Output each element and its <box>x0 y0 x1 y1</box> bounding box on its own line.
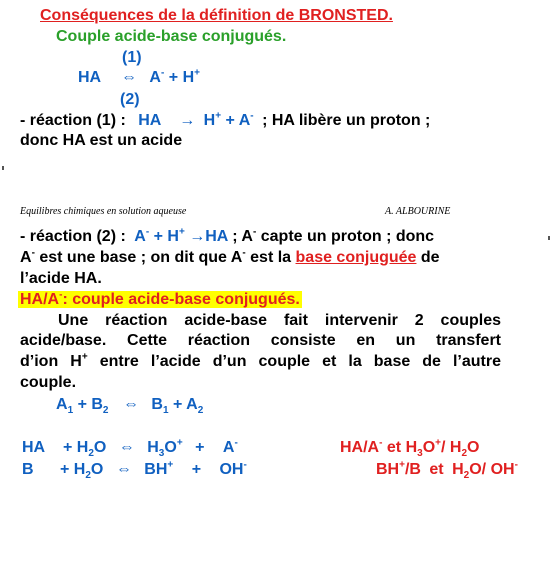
wc2-o-slash: O/ <box>469 461 487 478</box>
water-couples-2 <box>376 460 518 480</box>
base-conjuguee-term: base conjuguée <box>295 249 417 266</box>
reaction-1-line <box>20 111 430 131</box>
weq1-a: A <box>222 439 235 456</box>
reaction-2-tail-a: ; A <box>232 228 253 245</box>
weq1-h3o: H <box>147 439 159 456</box>
couple-charge: - <box>59 289 63 301</box>
couple-rest: : couple acide-base conjugués. <box>62 291 300 308</box>
reaction-2-prefix: - réaction (2) : <box>20 228 126 245</box>
wc2-c1-rest: /B <box>404 461 421 478</box>
wc2-c1: BH <box>376 461 400 478</box>
wc2-h2o-sub: 2 <box>463 470 470 482</box>
eq-product-h: + H <box>168 69 195 86</box>
general-a2: + A <box>172 396 198 413</box>
reaction-2-line2-a: A <box>20 249 32 266</box>
weq2-h2o: + H <box>60 461 86 478</box>
wc1-c1-charge: - <box>379 437 383 449</box>
wc2-oh: OH <box>490 461 515 478</box>
reaction-2-h-charge: + <box>178 226 185 238</box>
paragraph-line-1: Une réaction acide-base fait intervenir 2 couples <box>58 312 501 329</box>
reaction-1-line-2: donc HA est un acide <box>20 132 183 149</box>
couple-highlight <box>18 290 302 310</box>
eq-label-2: (2) <box>120 91 140 108</box>
general-a-sub: 1 <box>67 405 74 417</box>
reaction-2-line2-end: de <box>420 249 440 266</box>
reaction-1-reactant: HA <box>138 112 161 129</box>
wc1-h3-sub: 3 <box>417 448 423 460</box>
reaction-2-line-3: l’acide HA. <box>20 270 102 287</box>
paragraph-line-3-sup: + <box>81 351 88 363</box>
water-equation-2 <box>22 460 247 480</box>
reaction-1-prod1-charge: + <box>215 110 222 122</box>
reaction-1-prefix: - réaction (1) : <box>20 112 126 129</box>
paragraph-line-3-pre: d’ion H <box>20 353 82 370</box>
weq2-bh-charge: + <box>167 459 174 471</box>
eq-product-h-charge: + <box>194 67 200 79</box>
general-a2-sub: 2 <box>197 405 204 417</box>
wc2-oh-charge: - <box>514 459 518 471</box>
weq1-o2-charge: + <box>176 437 183 449</box>
general-equation <box>56 395 203 415</box>
weq2-plus: + <box>191 461 202 478</box>
footer-author: A. ALBOURINE <box>385 206 451 217</box>
weq1-plus: + <box>195 439 205 456</box>
paragraph-line-4: couple. <box>20 374 77 391</box>
couple-ha-a: HA/A <box>20 291 60 308</box>
general-b1: B <box>151 396 163 413</box>
eq-label-1: (1) <box>122 49 142 66</box>
reaction-2-line2-a-charge: - <box>31 247 35 259</box>
paragraph-line-3 <box>20 352 501 372</box>
couple-highlight-text <box>18 291 302 308</box>
weq2-h2o-sub: 2 <box>85 470 91 482</box>
eq-main <box>78 68 200 88</box>
equilibrium-arrow-icon: ⇔ <box>122 396 139 413</box>
wc2-h2o: H <box>452 461 464 478</box>
wc2-et: et <box>429 461 444 478</box>
weq1-h3o-sub: 3 <box>158 448 165 460</box>
water-couples-1 <box>340 438 479 458</box>
wc1-o: O <box>422 439 436 456</box>
weq1-h2o: + H <box>62 439 89 456</box>
general-b1-sub: 1 <box>162 405 169 417</box>
reaction-1-tail: ; HA libère un proton ; <box>262 112 431 129</box>
page-title: Conséquences de la définition de BRONSTED. <box>40 7 393 24</box>
reaction-1-plus: + <box>225 112 235 129</box>
eq-product-a: A <box>149 69 161 86</box>
reaction-2-line2-after: est la <box>250 249 292 266</box>
wc1-c1: HA/A <box>340 439 380 456</box>
weq2-oh: OH <box>219 461 244 478</box>
paragraph-line-2: acide/base. Cette réaction consiste en un transfert <box>20 332 501 349</box>
weq1-left: HA <box>22 439 45 456</box>
footer-course: Equilibres chimiques en solution aqueuse <box>20 206 187 217</box>
weq1-o: O <box>93 439 107 456</box>
margin-mark <box>2 166 4 170</box>
equilibrium-arrow-icon: ⇔ <box>118 439 135 456</box>
weq1-o2: O <box>164 439 177 456</box>
reaction-1-prod2: A <box>238 112 251 129</box>
wc1-h2-sub: 2 <box>461 448 468 460</box>
reaction-2-line2-mid-charge: - <box>242 247 246 259</box>
eq-product-a-charge: - <box>160 67 165 79</box>
weq2-oh-charge: - <box>243 459 247 471</box>
reaction-2-arrow: →HA <box>189 228 228 245</box>
reaction-1-prod1: H <box>203 112 216 129</box>
reaction-2-a-charge: - <box>145 226 150 238</box>
reaction-2-h: + H <box>153 228 179 245</box>
reaction-2-a: A <box>134 228 146 245</box>
arrow-right-icon: → <box>179 112 196 129</box>
wc1-o-charge: + <box>435 437 441 449</box>
wc2-c1-charge: + <box>399 459 405 471</box>
weq1-a-charge: - <box>234 437 238 449</box>
reaction-1-prod2-charge: - <box>250 110 254 122</box>
paragraph-line-3-post: entre l’acide d’un couple et la base de l’autre <box>99 353 501 370</box>
reaction-2-line <box>20 227 434 247</box>
eq-left: HA <box>78 69 101 86</box>
weq2-left: B <box>22 461 34 478</box>
general-a: A <box>56 396 68 413</box>
weq2-bh: BH <box>144 461 168 478</box>
general-b: + B <box>77 396 103 413</box>
equilibrium-arrow-icon: ⇔ <box>120 69 137 86</box>
reaction-2-line2-mid: est une base ; on dit que A <box>39 249 243 266</box>
equilibrium-arrow-icon: ⇔ <box>115 461 132 478</box>
reaction-2-line-2 <box>20 248 440 268</box>
water-equation-1 <box>22 438 238 458</box>
general-b-sub: 2 <box>102 405 109 417</box>
reaction-2-tail-a-charge: - <box>252 226 257 238</box>
section-subtitle: Couple acide-base conjugués. <box>56 28 287 45</box>
reaction-2-tail: capte un proton ; donc <box>260 228 435 245</box>
weq1-h2o-sub: 2 <box>88 448 94 460</box>
wc1-o-end: O <box>467 439 480 456</box>
wc1-slash: / H <box>441 439 462 456</box>
wc1-et: et H <box>386 439 418 456</box>
weq2-o: O <box>90 461 104 478</box>
